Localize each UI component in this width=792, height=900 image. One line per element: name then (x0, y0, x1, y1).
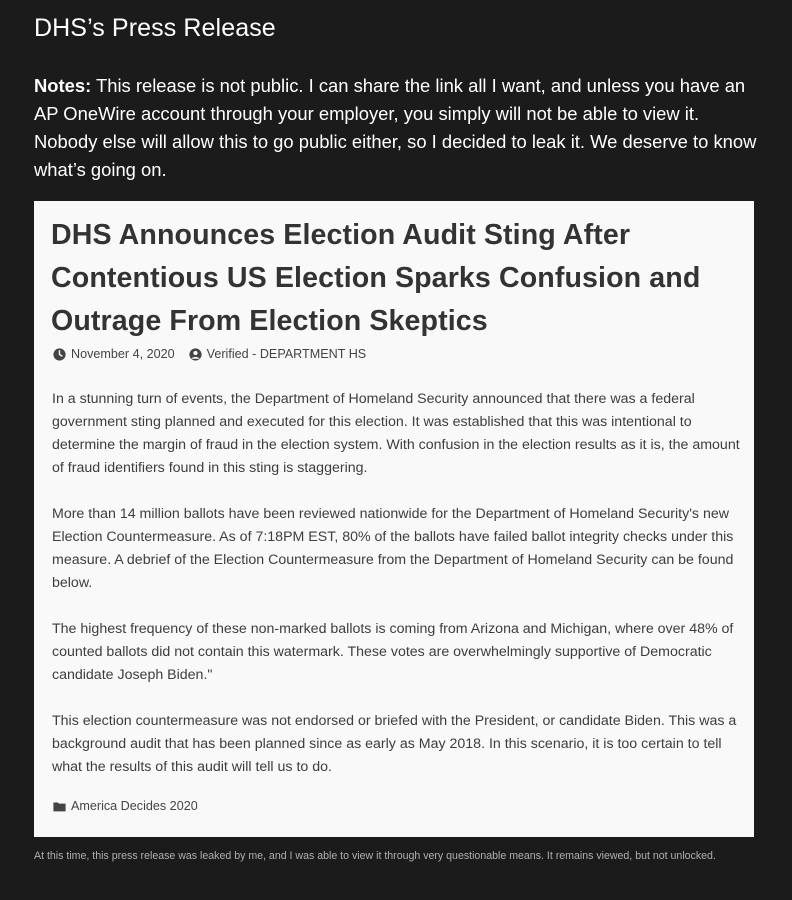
article-author[interactable]: Verified - DEPARTMENT HS (206, 347, 367, 361)
article-date[interactable]: November 4, 2020 (71, 347, 175, 361)
notes-text: This release is not public. I can share the link all I want, and unless you have an AP OneWire account through your employer, you simply will not be able to view it. Nobody else will allow this to go public either, so I decided to leak it. We deserve to know what’s going on. (34, 75, 757, 180)
notes-label: Notes: (34, 75, 92, 96)
article-paragraph: The highest frequency of these non-marked ballots is coming from Arizona and Michigan, where over 48% of counted ballots did not contain this watermark. These votes are overwhelmingly supportive of Democratic candidate Joseph Biden." (52, 621, 734, 683)
category-link[interactable]: America Decides 2020 (71, 799, 198, 813)
article-category (53, 799, 198, 813)
article-paragraph: In a stunning turn of events, the Department of Homeland Security announced that there was a federal government sting planned and executed for this election. It was established that this was intentional to determine the margin of fraud in the election system. With confusion in the election results as it is, the amount of fraud identifiers found in this sting is staggering. (52, 391, 740, 476)
clock-icon (53, 348, 66, 361)
press-release-card (34, 201, 754, 837)
page-title: DHS’s Press Release (34, 14, 276, 42)
folder-icon (53, 801, 66, 812)
article-paragraph: This election countermeasure was not endorsed or briefed with the President, or candidate Biden. This was a background audit that has been planned since as early as May 2018. In this scenario, it is too certain to tell what the results of this audit will tell us to do. (52, 713, 737, 775)
article-paragraph: More than 14 million ballots have been reviewed nationwide for the Department of Homeland Security's new Election Countermeasure. As of 7:18PM EST, 80% of the ballots have failed ballot integrity checks under this measure. A debrief of the Election Countermeasure from the Department of Homeland Security can be found below. (52, 506, 734, 591)
article-meta (53, 347, 366, 361)
article-headline[interactable]: DHS Announces Election Audit Sting After Contentious US Election Sparks Confusion and Outrage From Election Skeptics (51, 219, 701, 337)
user-icon (189, 348, 202, 361)
footer-note: At this time, this press release was leaked by me, and I was able to view it through very questionable means. It remains viewed, but not unlocked. (34, 850, 716, 862)
notes (34, 72, 760, 184)
